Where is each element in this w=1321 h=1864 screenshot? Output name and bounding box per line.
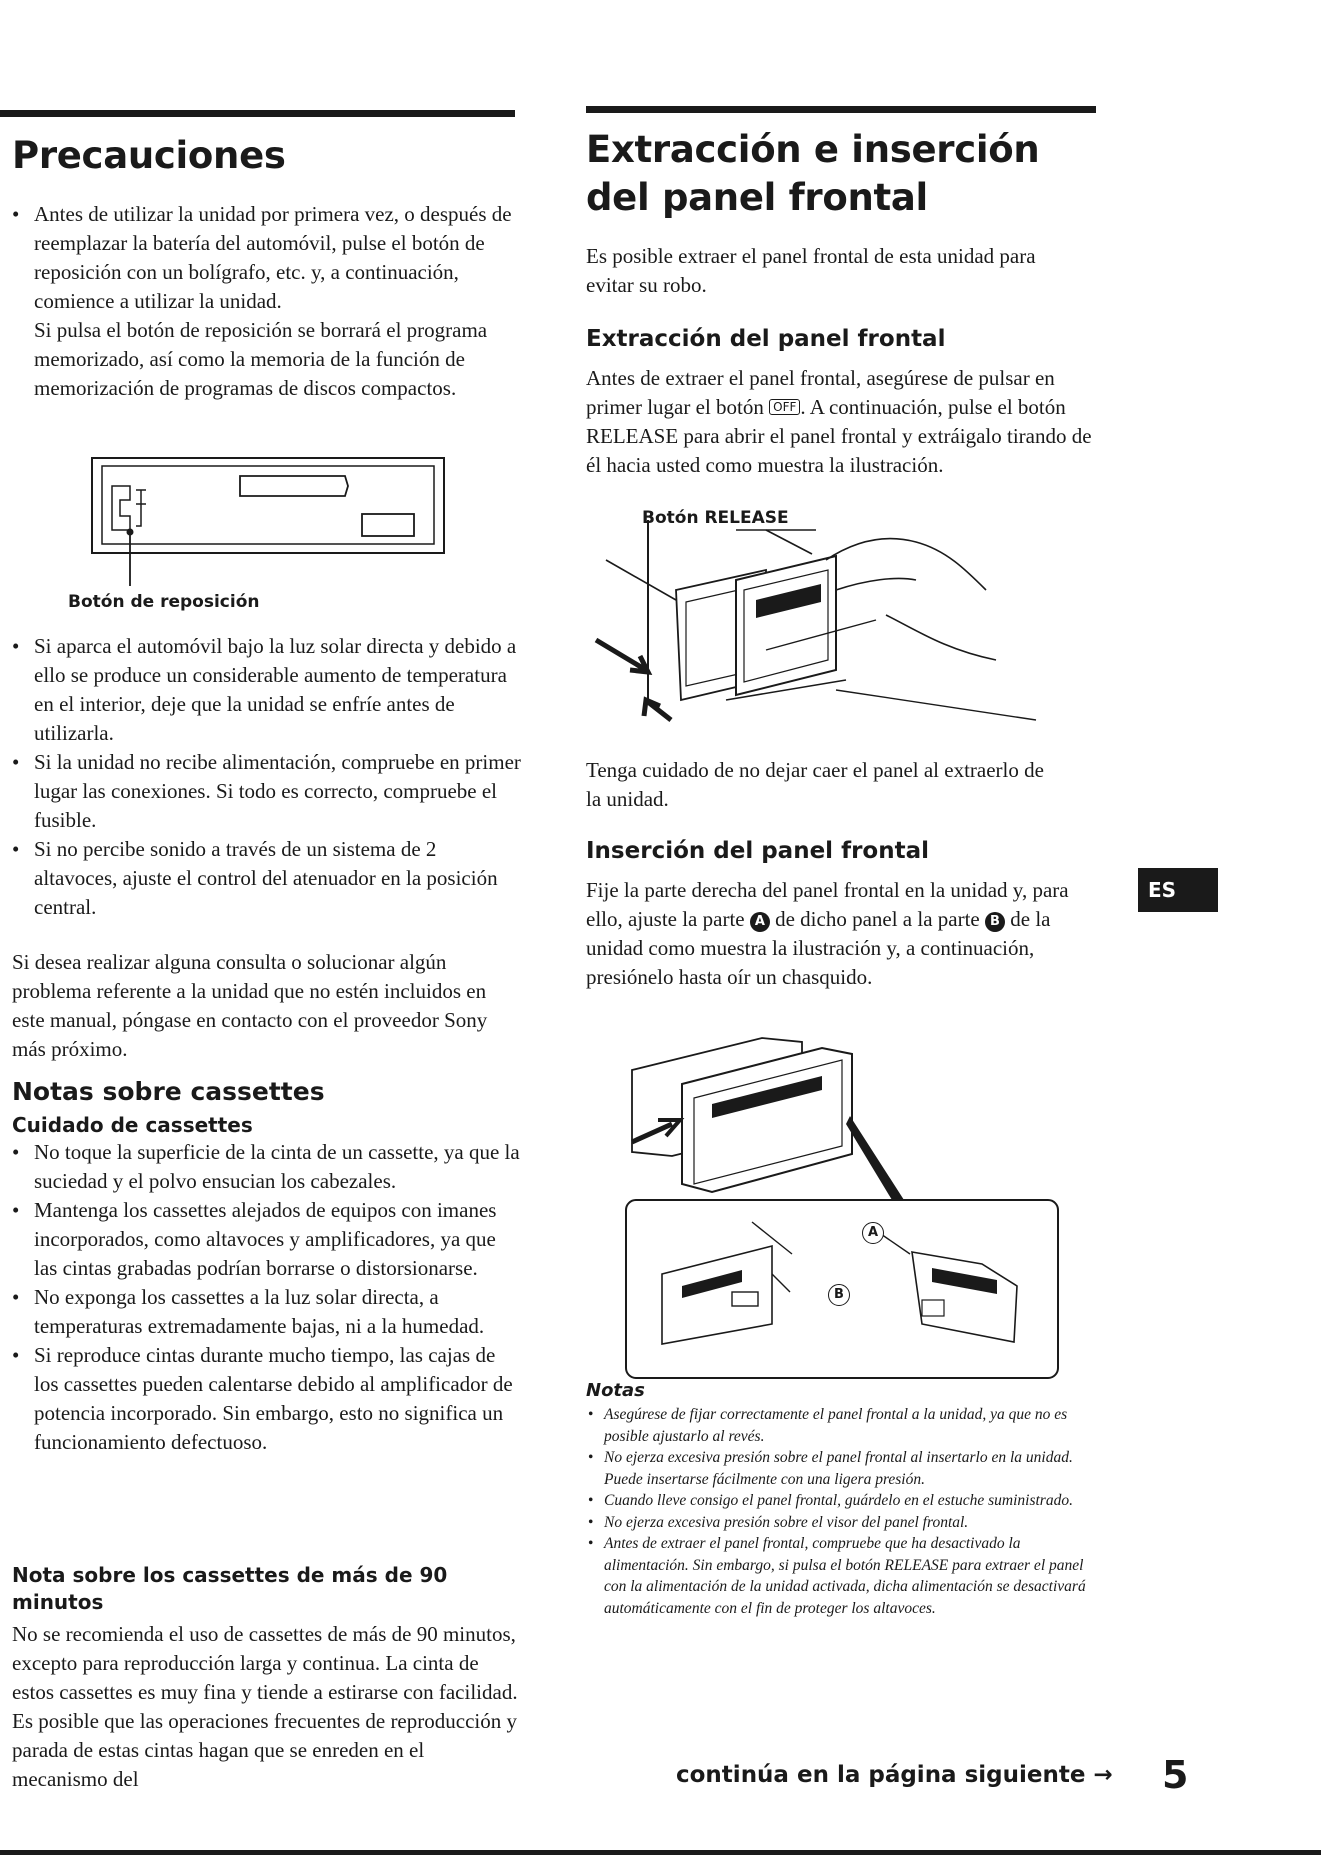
extraccion-paragraph	[586, 364, 1096, 480]
list-item: • Si reproduce cintas durante mucho tiempo, las cajas de los cassettes pueden calentarse debido al amplificador de potencia incorporado. Sin embargo, esto no significa un funcionamiento defectuoso.	[12, 1341, 522, 1457]
list-item: • No exponga los cassettes a la luz solar directa, a temperaturas extremadamente bajas, ni a la humedad.	[12, 1283, 522, 1341]
list-item: • No toque la superficie de la cinta de un cassette, ya que la suciedad y el polvo ensucian los cabezales.	[12, 1138, 522, 1196]
notas-cassettes-heading: Notas sobre cassettes	[12, 1077, 325, 1106]
notas-heading: Notas	[586, 1380, 645, 1401]
list-item-text: Si pulsa el botón de reposición se borrará el programa memorizado, así como la memoria de la función de memorización de programas de discos compactos.	[34, 318, 488, 400]
list-item: • No ejerza excesiva presión sobre el panel frontal al insertarlo en la unidad. Puede insertarse fácilmente con una ligera presión.	[586, 1447, 1096, 1490]
cassette-care-list	[12, 1138, 522, 1457]
release-caption: Botón RELEASE	[642, 508, 789, 528]
top-rule-right	[586, 106, 1096, 113]
list-item: • Si la unidad no recibe alimentación, compruebe en primer lugar las conexiones. Si todo es correcto, compruebe el fusible.	[12, 748, 522, 835]
list-item	[12, 200, 522, 403]
page-number: 5	[1162, 1753, 1189, 1797]
off-key-icon: OFF	[769, 399, 800, 415]
insercion-text-a: Fije la parte derecha del panel frontal en la unidad y, para ello, ajuste la parte	[586, 878, 1069, 931]
list-item: • Si aparca el automóvil bajo la luz solar directa y debido a ello se produce un considerable aumento de temperatura en el interior, deje que la unidad se enfríe antes de utilizarla.	[12, 632, 522, 748]
top-rule-left	[0, 110, 515, 117]
extraccion-heading: Extracción del panel frontal	[586, 326, 946, 352]
insercion-heading: Inserción del panel frontal	[586, 838, 929, 864]
consult-paragraph: Si desea realizar alguna consulta o solucionar algún problema referente a la unidad que no estén incluidos en este manual, póngase en contacto con el proveedor Sony más próximo.	[12, 950, 488, 1061]
list-item: • Mantenga los cassettes alejados de equipos con imanes incorporados, como altavoces y amplificadores, ya que las cintas grabadas podrían borrarse o distorsionarse.	[12, 1196, 522, 1283]
nota-90-heading: Nota sobre los cassettes de más de 90 minutos	[12, 1563, 448, 1614]
insercion-paragraph	[586, 876, 1096, 992]
precauciones-title: Precauciones	[12, 134, 286, 177]
extraccion-insercion-title: Extracción e inserción del panel frontal	[586, 128, 1040, 219]
extraccion-text-b: . A continuación, pulse el botón RELEASE para abrir el panel frontal y extráigalo tirando de él hacia usted como muestra la ilustración.	[586, 395, 1092, 477]
list-item: • No ejerza excesiva presión sobre el visor del panel frontal.	[586, 1512, 1096, 1534]
list-item: • Cuando lleve consigo el panel frontal, guárdelo en el estuche suministrado.	[586, 1490, 1096, 1512]
reset-button-illustration	[90, 456, 450, 586]
list-item: • Asegúrese de fijar correctamente el panel frontal a la unidad, ya que no es posible ajustarlo al revés.	[586, 1404, 1096, 1447]
mark-a-figure-icon: A	[862, 1222, 884, 1244]
insercion-text-b: de dicho panel a la parte	[775, 907, 980, 931]
nota-90-paragraph: No se recomienda el uso de cassettes de más de 90 minutos, excepto para reproducción larga y continua. La cinta de estos cassettes es muy fina y tiende a estirarse con facilidad. Es posible que las operaciones frecuentes de reproducción y parada de estas cintas hagan que se enreden en el mecanismo del	[12, 1622, 518, 1791]
panel-removal-illustration	[586, 520, 1066, 740]
list-item: • Si no percibe sonido a través de un sistema de 2 altavoces, ajuste el control del atenuador en la posición central.	[12, 835, 522, 922]
mark-a-icon: A	[750, 912, 770, 932]
intro-paragraph: Es posible extraer el panel frontal de esta unidad para evitar su robo.	[586, 244, 1036, 297]
list-item: • Antes de extraer el panel frontal, compruebe que ha desactivado la alimentación. Sin embargo, si pulsa el botón RELEASE para extraer el panel con la alimentación de la unidad activada, dicha alimentación se desactivará automáticamente con el fin de proteger los altavoces.	[586, 1533, 1096, 1619]
cuidado-cassettes-heading: Cuidado de cassettes	[12, 1113, 253, 1137]
mark-b-figure-icon: B	[828, 1284, 850, 1306]
insercion-text-c: de la unidad como muestra la ilustración y, a continuación, presiónelo hasta oír un chasquido.	[586, 907, 1051, 989]
panel-insertion-illustration	[622, 1024, 1062, 1384]
continued-next-page: continúa en la página siguiente →	[676, 1762, 1113, 1788]
cuidado-panel-paragraph: Tenga cuidado de no dejar caer el panel al extraerlo de la unidad.	[586, 758, 1044, 811]
precautions-list-2	[12, 632, 522, 922]
bottom-rule	[0, 1850, 1321, 1855]
language-tab: ES	[1138, 868, 1218, 912]
notas-list	[586, 1404, 1096, 1619]
mark-b-icon: B	[985, 912, 1005, 932]
reset-button-caption: Botón de reposición	[68, 592, 260, 612]
precautions-list-1	[12, 200, 522, 403]
extraccion-text-a: Antes de extraer el panel frontal, asegúrese de pulsar en primer lugar el botón	[586, 366, 1055, 419]
list-item-text: Antes de utilizar la unidad por primera vez, o después de reemplazar la batería del automóvil, pulse el botón de reposición con un bolígrafo, etc. y, a continuación, comience a utilizar la unidad.	[34, 202, 512, 313]
